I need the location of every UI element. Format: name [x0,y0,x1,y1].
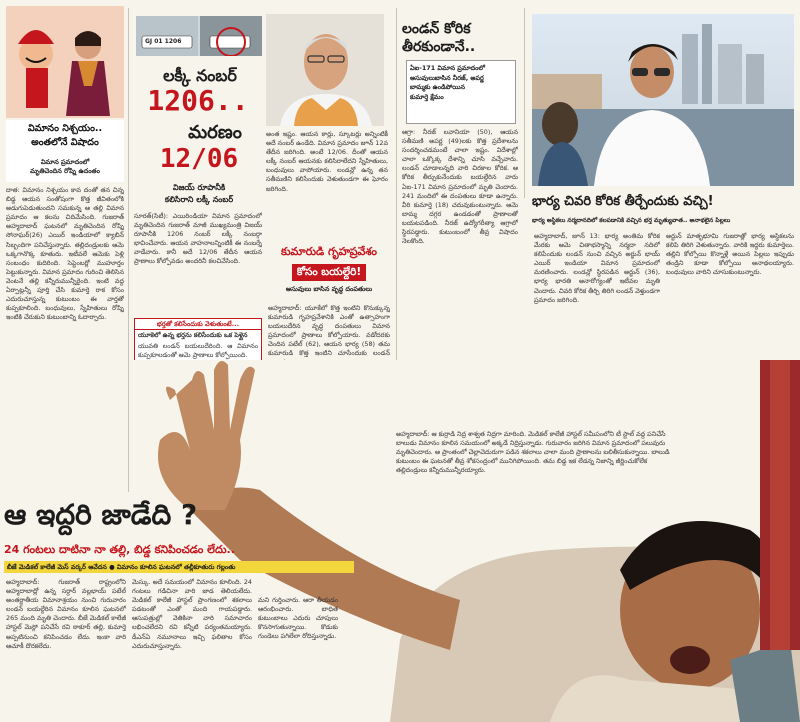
bottom-deck: 24 గంటలు దాటినా నా తల్లి, బిడ్డ కనిపించడం లేదు.. [4,543,235,556]
lucky-caption2: కలిసిరాని లక్కీ నంబర్ [164,195,234,204]
london-headline [402,20,518,56]
lucky-caption-box [134,182,264,208]
rupani-body2: అంత ఇష్టం. ఆయన కార్లు, స్కూటర్లు అన్నింటికీ అదే నంబర్ ఉండేది. విమాన ప్రమాదం జూన్ 12వ తేదీన జరిగింది. అంటే 12/06. దీంతో ఆయన లక్కీ నంబర్ ఆయనకు కలిసిరాలేదని స్నేహితులు, బంధువులు వాపోయారు. లండన్లో ఉన్న తన సతీమణిని కలిసేందుకు వెళుతుండగా ఈ ఘోరం జరిగింది. [266,130,388,193]
rupani-portrait [266,14,384,126]
ad-headline: విమానం నిశ్చయం.. [27,123,103,134]
column-rule [524,8,525,198]
wife-story-kicker: భర్తతో కలిసేందుకు వెళుతుంటే... [135,319,261,330]
bottom-col-a: అహ్మదాబాద్: గుజరాత్ రాష్ట్రంలోని అహ్మదాబాద్లో ఉన్న సర్దార్ వల్లభాయ్ పటేల్ అంతర్జాతీయ విమానాశ్రయం నుంచి గురువారం లండన్ బయల్దేరిన విమానం కూలిన ఘటనలో 265 మంది మృతి చెందారు. బీజే మెడికల్ కాలేజీ హాస్టల్ మెస్లో పనిచేసే రవి ఠాకూర్ తల్లి, కుమార్తె అప్పటినుంచి కనిపించడం లేదు. ఇంకా వారి ఆచూకీ దొరకలేదు. [6,578,126,650]
wife-story-deck1: యూకెలో ఉన్న భర్తను కలిసేందుకు ఒక పెళ్లైన [138,331,248,339]
london-deck3: బామ్మకు ఉండిపోయిన [410,83,465,91]
son-deck: అసువులు బాసిన వృద్ధ దంపతులు [285,285,373,293]
son-headline1: కుమారుడి గృహప్రవేశం [280,245,377,258]
ad-kicker: విమాన ప్రమాదంలో [40,158,90,166]
plate-label: GJ 01 1206 [145,38,182,45]
lucky-date: 12/06 [159,144,239,174]
london-deck [406,60,516,124]
roshni-story-body: దాత: విమానం నిశ్చయం కావ దంతో తన చిన్న బిడ్డ ఆయన సంతోషంగా కొత్త జీవితంలోకి అడుగుపెడుతుందని సమకున్న ఆ తల్లి విమాన ప్రమాదం ఆ కలను చిదిమేసింది. గుజరాత్ అహ్మదాబాద్ ఘటనలో మృతిచెందిన రోష్ని సోనాఘర్(26) ఎయిర్ ఇండియాలో క్యాబిన్ సిబ్బందిగా పనిచేస్తున్నారు. తల్లిదండ్రులకు ఆమె ఒక్కగానొక్క కూతురు. ఇటీవలే ఆమెకు పెళ్లి సంబంధం కుదిరింది. సెప్టెంబర్లో ముహూర్తం పెట్టుకున్నారు. విమాన ప్రమాదం గురించి తెలిసిన వెంటనే తల్లి కన్నీరుమున్నీరైంది. ఇంటి వద్ద ఏర్పాట్లన్నీ పూర్తి చేసి కుమార్తె రాక కోసం ఎదురుచూస్తున్న కుటుంబం ఈ వార్తతో కుప్పకూలింది. బంధువులు, స్నేహితులు రోష్ని ఇంటికి చేరుకుని కుటుంబాన్ని ఓదార్చారు. [6,186,124,322]
bottom-col-c: మని గుర్తించారు. ఆరా తీయడం ఆరంభించారు. బాధిత కుటుంబాలు ఎదురు చూపులు కొనసాగుతున్నాయి. కొడుకు గుండెలు పగిలేలా రోదిస్తున్నాడు. [258,596,338,641]
ad-subline: అంతలోనే విషాదం [31,137,99,148]
london-deck2: అసువులుబాసిన నీరజ్, అపర్ణ [410,73,484,82]
wife-story-deck2: యువతి లండన్ బయలుదేరింది. ఆ విమానం కుప్పకూలడంతో ఆమె ప్రాణాలు కోల్పోయింది. [138,342,258,360]
bottom-headline: ఆ ఇద్దరి జాడేది ? [4,498,198,531]
couple-body2: అర్జున్ మాతృభూమి గుజరాత్లో భార్య అస్థికలను కలిపి తిరిగి వెళుతున్నారు. వారికి ఇద్దరు కుమార్తెలు. తల్లిని కోల్పోయి కొన్నాళ్లే అయిన పిల్లలు ఇప్పుడు తండ్రిని కూడా కోల్పోయి అనాథలయ్యారు. బంధువులు వారిని చూసుకుంటున్నారు. [666,232,794,277]
rupani-body1: సూరత్(సిటీ): ఎయిరిండియా విమాన ప్రమాదంలో మృతిచెందిన గుజరాత్ మాజీ ముఖ్యమంత్రి విజయ్ రూపానీకి 1206 నంబర్ లక్కీ నంబర్గా భావించేవారు. ఆయన వాహనాలన్నింటికీ ఈ నంబర్నే వాడేవారు. కానీ అదే 12/06 తేదీన ఆయన ప్రాణాలు కోల్పోవడం అందరినీ కలచివేసింది. [134,212,262,266]
column-rule [128,8,129,492]
couple-body1: అహ్మదాబాద్, జూన్ 13: భార్య అంతిమ కోరిక మేరకు ఆమె చితాభస్మాన్ని నర్మదా నదిలో కలిపేందుకు లండన్ నుంచి వచ్చిన అర్జున్ భాయ్ ఎయిర్ ఇండియా విమాన ప్రమాదంలో మరణించారు. లండన్లో స్థిరపడిన అర్జున్ (36), భార్య భారతి అనారోగ్యంతో ఇటీవల మృతి చెందారు. చివరి కోరిక తీర్చి తిరిగి లండన్ వెళ్తుండగా ప్రమాదం జరిగింది. [534,232,660,304]
couple-photo [532,14,794,186]
london-headline2: తీరకుండానే.. [402,39,476,55]
bottom-col-b: మెస్కు. అదే సమయంలో విమానం కూలింది. 24 గంటలు గడిచినా వారి జాడ తెలియలేదు. మెడికల్ కాలేజీ హాస్టల్ ప్రాంగణంలో శకలాలు పడటంతో ఎంతో మంది గాయపడ్డారు. ఆసుపత్రుల్లో వెతికినా వారి సమాచారం లభించలేదని రవి కన్నీటి పర్యంతమయ్యారు. డీఎన్ఏ నమూనాలు ఇచ్చి ఫలితాల కోసం ఎదురుచూస్తున్నారు. [132,578,252,650]
bottom-subdeck-bar [4,561,354,573]
bullet-icon: ● [109,563,117,571]
lucky-line1: లక్కీ నంబర్ [163,66,237,85]
london-body: ఆగ్రా: నీరజ్ లవానియా (50), ఆయన సతీమణి అపర్ణ (49)లకు కొత్త ప్రదేశాలను సందర్శించడమంటే చాలా ఇష్టం. విదేశాల్లో చాలా ఒక్కొక్క దేశాన్ని చూసి వచ్చేవారు. లండన్ చూడాలన్నది వారి చిరకాల కోరిక. ఆ కోరిక తీర్చుకునేందుకు బయల్దేరిన వారు ఏఐ-171 విమాన ప్రమాదంలో మృతి చెందారు. 241 మందిలో ఈ దంపతులు కూడా ఉన్నారు. వీరి కుమార్తె (18) చదువుకుంటున్నారు. ఆమె బామ్మ దగ్గర ఉండడంతో ప్రాణాలతో బయటపడింది. నీరజ్ ఉద్యోగరీత్యా ఆగ్రాలో స్థిరపడ్డారు. కుటుంబంలో తీవ్ర విషాదం నెలకొంది. [402,128,518,246]
lucky-number: 1206.. [147,84,249,117]
rupani-photo [266,14,384,126]
son-headline-box [266,244,392,302]
maharaja-mascot-illustration [6,6,124,118]
ad-headline-box [6,120,124,158]
lucky-line2: మరణం [188,122,242,143]
car-plate-graphic [136,16,262,56]
bottom-subdeck2: విమానం కూలిన ఘటనలో తల్లీకూతురు గల్లంతు [116,563,236,571]
lucky-caption1: విజయ్ రూపానీకి [172,183,226,192]
hostel-body: అహ్మదాబాద్: ఆ కుర్రాడి నిద్ర శాశ్వత నిద్రగా మారింది. మెడికల్ కాలేజీ హాస్టల్ సమీపంలోని టీ స్టాల్ వద్ద పనిచేసే బాలుడు విమానం కూలిన సమయంలో అక్కడే నిద్రిస్తున్నాడు. గురువారం జరిగిన విమాన ప్రమాదంలో పలువురు మృతిచెందారు. ఆ ప్రాంతంలో చెల్లాచెదురుగా పడిన శకలాలు చాలా మంది ప్రాణాలను బలితీసుకున్నాయి. బాలుడి కుటుంబం ఈ ఘటనతో తీవ్ర శోకసంద్రంలో మునిగిపోయింది. తమ బిడ్డ ఇక లేడన్న నిజాన్ని జీర్ణించుకోలేక తల్లిదండ్రులు కన్నీరుమున్నీరయ్యారు. [392,428,682,520]
ad-banner [6,6,124,118]
ad-kicker2: మృతిచెందిన రోష్ని ఉదంతం [30,167,100,175]
couple-photo-graphic [532,14,794,186]
ad-kicker-box [6,158,124,182]
london-deck1: ఏఐ-171 విమాన ప్రమాదంలో [410,64,485,72]
son-headline2: కోసం బయల్దేరి! [292,264,366,281]
couple-caption2: భార్య అస్థికలు నర్మదానదిలో కలపడానికి వచ్చిన భర్త మృత్యువాత.. అనాథలైన పిల్లలు [532,217,731,224]
car-plate-photo [136,16,262,56]
london-deck4: కుమార్తె క్షేమం [410,92,444,101]
son-body: అహ్మదాబాద్: యూకేలో కొత్త ఇంటిని కొనుక్కున్న కుమారుడి గృహప్రవేశానికి ఎంతో ఉత్సాహంగా బయలుదేరిన వృద్ధ దంపతులు విమాన ప్రమాదంలో ప్రాణాలు కోల్పోయారు. వడోదరకు చెందిన పటేల్ (62), ఆయన భార్య (58) తమ కుమారుడి కొత్త ఇంటిని చూసేందుకు లండన్ [268,304,390,358]
bottom-subdeck: బీజే మెడికల్ కాలేజీ మెస్ వర్కర్ ఆవేదన [7,563,107,571]
couple-caption1: భార్య చివరి కోరిక తీర్చేందుకు వచ్చి! [532,194,714,209]
london-headline1: లండన్ కోరిక [402,21,471,37]
column-rule [396,8,397,370]
